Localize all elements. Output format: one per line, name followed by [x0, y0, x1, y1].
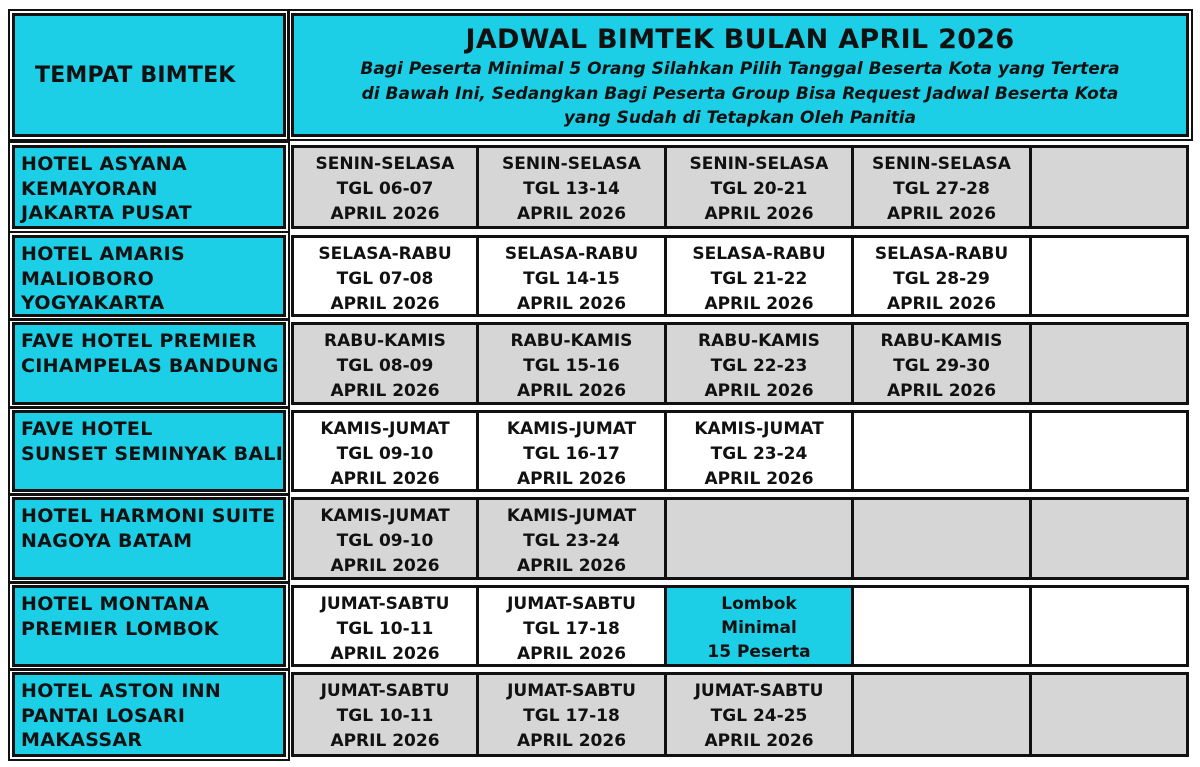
session-cell: [479, 500, 667, 577]
venue-cell: [12, 235, 286, 317]
session-month: APRIL 2026: [330, 294, 440, 314]
venue-line: PREMIER LOMBOK: [21, 617, 219, 640]
venue-line: HOTEL AMARIS: [21, 243, 186, 265]
venue-line: JAKARTA PUSAT: [21, 202, 192, 224]
schedule-row: [291, 322, 1189, 405]
session-month: APRIL 2026: [330, 469, 440, 489]
session-month: APRIL 2026: [704, 469, 814, 489]
session-days: JUMAT-SABTU: [320, 681, 450, 701]
venue-line: MALIOBORO: [21, 267, 155, 290]
session-cell: [294, 413, 479, 489]
venue-column-label: TEMPAT BIMTEK: [35, 62, 236, 88]
venue-line: NAGOYA BATAM: [21, 529, 193, 552]
session-cell: [667, 325, 854, 402]
session-dates: TGL 07-08: [336, 269, 434, 289]
session-dates: TGL 13-14: [523, 179, 620, 199]
session-days: SENIN-SELASA: [872, 154, 1011, 174]
empty-cell: [1032, 588, 1186, 664]
session-month: APRIL 2026: [704, 381, 814, 401]
session-cell: [479, 238, 667, 314]
subtitle-line: di Bawah Ini, Sedangkan Bagi Peserta Group Bisa Request Jadwal Beserta Kota: [361, 83, 1119, 104]
venue-cell: [12, 585, 286, 667]
session-days: KAMIS-JUMAT: [320, 506, 450, 526]
schedule-row: [291, 585, 1189, 667]
session-dates: TGL 23-24: [710, 444, 808, 464]
venue-line: HOTEL ASYANA: [21, 153, 187, 175]
session-days: SENIN-SELASA: [689, 154, 829, 174]
session-dates: TGL 16-17: [523, 444, 620, 464]
session-dates: TGL 22-23: [710, 356, 808, 376]
venue-line: FAVE HOTEL PREMIER: [21, 330, 257, 352]
venue-line: PANTAI LOSARI: [21, 704, 186, 727]
venue-line: SUNSET SEMINYAK BALI: [21, 442, 284, 465]
venue-cell: [12, 672, 286, 757]
session-month: APRIL 2026: [516, 294, 627, 314]
session-month: APRIL 2026: [516, 469, 627, 489]
session-cell: [667, 148, 854, 226]
session-month: APRIL 2026: [516, 731, 627, 751]
session-cell: [479, 325, 667, 402]
session-month: APRIL 2026: [886, 204, 997, 224]
session-dates: TGL 28-29: [893, 269, 990, 289]
session-cell: [667, 675, 854, 754]
session-days: SELASA-RABU: [504, 244, 639, 264]
session-days: RABU-KAMIS: [324, 331, 446, 351]
empty-cell: [667, 500, 854, 577]
session-days: KAMIS-JUMAT: [694, 419, 824, 439]
session-cell: [854, 325, 1032, 402]
schedule-row: [291, 497, 1189, 580]
session-dates: TGL 27-28: [893, 179, 990, 199]
session-month: APRIL 2026: [330, 204, 440, 224]
empty-cell: [1032, 675, 1186, 754]
page-title: JADWAL BIMTEK BULAN APRIL 2026: [465, 24, 1015, 55]
empty-cell: [854, 588, 1032, 664]
session-dates: TGL 15-16: [523, 356, 620, 376]
session-month: APRIL 2026: [516, 381, 627, 401]
session-month: APRIL 2026: [330, 381, 440, 401]
venue-line: CIHAMPELAS BANDUNG: [21, 354, 279, 377]
session-days: JUMAT-SABTU: [507, 681, 636, 701]
session-month: APRIL 2026: [886, 294, 997, 314]
empty-cell: [1032, 325, 1186, 402]
session-month: APRIL 2026: [704, 204, 814, 224]
session-month: APRIL 2026: [330, 731, 440, 751]
session-month: APRIL 2026: [704, 294, 814, 314]
session-dates: TGL 06-07: [336, 179, 434, 199]
session-days: KAMIS-JUMAT: [506, 419, 637, 439]
venue-line: HOTEL ASTON INN: [21, 680, 222, 702]
venue-cell: [12, 497, 286, 580]
session-cell: [479, 675, 667, 754]
subtitle-line: yang Sudah di Tetapkan Oleh Panitia: [563, 108, 917, 128]
session-days: SELASA-RABU: [874, 244, 1009, 264]
session-dates: TGL 09-10: [336, 444, 434, 464]
subtitle-line: Bagi Peserta Minimal 5 Orang Silahkan Pilih Tanggal Beserta Kota yang Tertera: [360, 59, 1120, 79]
session-month: APRIL 2026: [516, 204, 627, 224]
venue-line: FAVE HOTEL: [21, 418, 153, 440]
session-cell: [667, 413, 854, 489]
empty-cell: [1032, 500, 1186, 577]
schedule-row: [291, 672, 1189, 757]
session-dates: TGL 24-25: [710, 706, 808, 726]
venue-line: MAKASSAR: [21, 729, 143, 751]
session-month: APRIL 2026: [704, 731, 814, 751]
venue-line: HOTEL MONTANA: [21, 593, 210, 615]
session-dates: TGL 29-30: [893, 356, 990, 376]
session-cell: [479, 148, 667, 226]
session-cell: [479, 413, 667, 489]
empty-cell: [854, 413, 1032, 489]
session-cell: [294, 675, 479, 754]
empty-cell: [1032, 238, 1186, 314]
empty-cell: [1032, 148, 1186, 226]
session-dates: Minimal: [721, 618, 797, 638]
session-cell: [294, 588, 479, 664]
session-cell: [479, 588, 667, 664]
venue-line: YOGYAKARTA: [21, 292, 165, 314]
session-month: APRIL 2026: [886, 381, 997, 401]
venue-column-header: [12, 13, 286, 137]
session-days: RABU-KAMIS: [880, 331, 1003, 351]
session-month: 15 Peserta: [707, 642, 811, 662]
session-cell: [294, 500, 479, 577]
subtitle: [294, 55, 1186, 131]
schedule-row: [291, 410, 1189, 492]
session-dates: TGL 14-15: [523, 269, 620, 289]
session-days: RABU-KAMIS: [698, 331, 820, 351]
session-cell: [294, 238, 479, 314]
session-dates: TGL 17-18: [523, 706, 620, 726]
title-box: [291, 13, 1189, 137]
venue-cell: [12, 145, 286, 229]
session-dates: TGL 08-09: [336, 356, 434, 376]
session-cell: [294, 148, 479, 226]
session-month: APRIL 2026: [330, 644, 440, 664]
session-days: SELASA-RABU: [318, 244, 452, 264]
empty-cell: [854, 675, 1032, 754]
session-days: RABU-KAMIS: [510, 331, 633, 351]
session-dates: TGL 10-11: [336, 619, 434, 639]
session-days: SENIN-SELASA: [315, 154, 455, 174]
session-cell: [667, 238, 854, 314]
session-cell: [854, 238, 1032, 314]
schedule-row: [291, 235, 1189, 317]
session-dates: TGL 21-22: [710, 269, 808, 289]
empty-cell: [1032, 413, 1186, 489]
session-days: JUMAT-SABTU: [694, 681, 824, 701]
schedule-row: [291, 145, 1189, 229]
venue-cell: [12, 322, 286, 405]
session-days: SELASA-RABU: [692, 244, 826, 264]
session-cell: [854, 148, 1032, 226]
session-days: JUMAT-SABTU: [320, 594, 450, 614]
session-days: JUMAT-SABTU: [507, 594, 636, 614]
venue-line: KEMAYORAN: [21, 177, 158, 200]
session-days: KAMIS-JUMAT: [320, 419, 450, 439]
session-days: SENIN-SELASA: [502, 154, 641, 174]
session-cell: [294, 325, 479, 402]
session-dates: TGL 09-10: [336, 531, 434, 551]
session-dates: TGL 10-11: [336, 706, 434, 726]
venue-line: HOTEL HARMONI SUITE: [21, 505, 276, 527]
session-days: Lombok: [721, 594, 797, 614]
note-cell: [667, 588, 854, 664]
session-dates: TGL 17-18: [523, 619, 620, 639]
session-month: APRIL 2026: [516, 556, 627, 576]
session-dates: TGL 20-21: [710, 179, 808, 199]
session-month: APRIL 2026: [330, 556, 440, 576]
session-days: KAMIS-JUMAT: [506, 506, 637, 526]
venue-cell: [12, 410, 286, 492]
session-month: APRIL 2026: [516, 644, 627, 664]
session-dates: TGL 23-24: [523, 531, 620, 551]
empty-cell: [854, 500, 1032, 577]
